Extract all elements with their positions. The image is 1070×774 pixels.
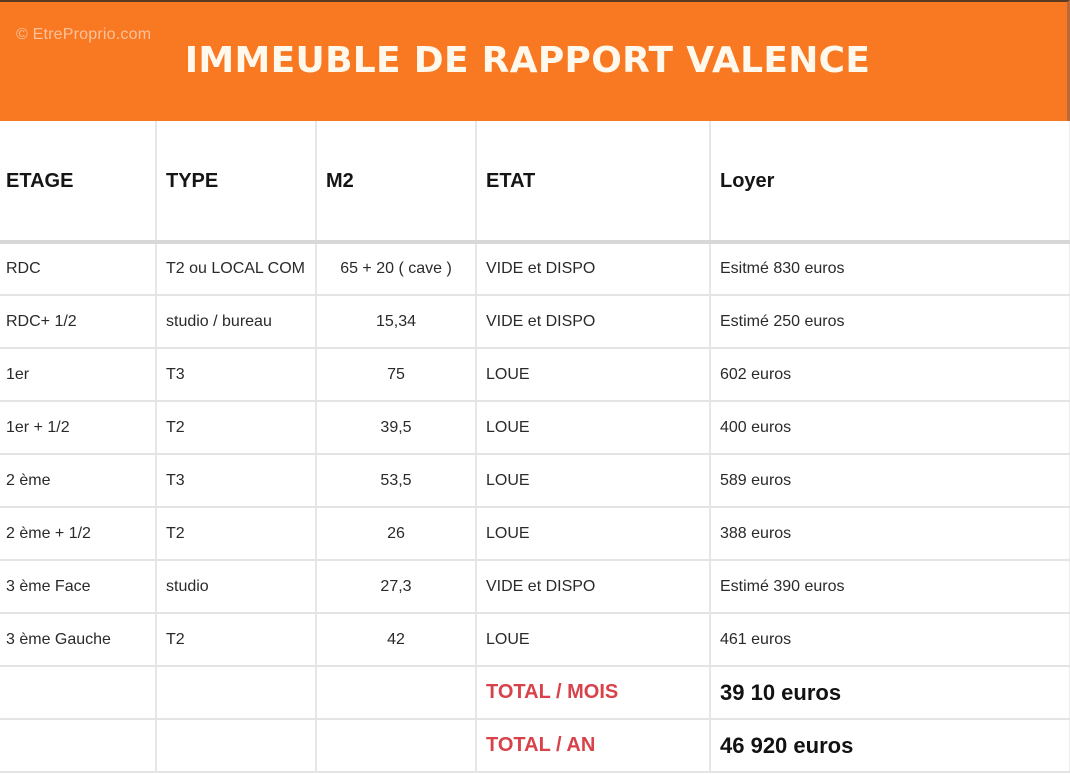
table-row bbox=[0, 242, 1070, 295]
column-header-etage: ETAGE bbox=[0, 121, 156, 242]
total-value: 39 10 euros bbox=[710, 666, 1070, 719]
table-header-row bbox=[0, 121, 1070, 242]
cell-type: T2 bbox=[156, 507, 316, 560]
cell-loyer: 461 euros bbox=[710, 613, 1070, 666]
cell-etat: VIDE et DISPO bbox=[476, 560, 710, 613]
cell-m2: 27,3 bbox=[316, 560, 476, 613]
cell-loyer: 400 euros bbox=[710, 401, 1070, 454]
cell-etat: LOUE bbox=[476, 613, 710, 666]
table-row bbox=[0, 295, 1070, 348]
total-value: 46 920 euros bbox=[710, 719, 1070, 772]
empty-cell bbox=[0, 719, 156, 772]
cell-type: T2 bbox=[156, 401, 316, 454]
cell-loyer: 602 euros bbox=[710, 348, 1070, 401]
cell-type: T2 bbox=[156, 613, 316, 666]
rent-table-container bbox=[0, 121, 1070, 774]
cell-etat: VIDE et DISPO bbox=[476, 295, 710, 348]
cell-type: studio bbox=[156, 560, 316, 613]
cell-etage: RDC+ 1/2 bbox=[0, 295, 156, 348]
table-row bbox=[0, 401, 1070, 454]
cell-etage: 2 ème bbox=[0, 454, 156, 507]
cell-loyer: 589 euros bbox=[710, 454, 1070, 507]
table-row bbox=[0, 613, 1070, 666]
column-header-m2: M2 bbox=[316, 121, 476, 242]
cell-etage: 3 ème Gauche bbox=[0, 613, 156, 666]
cell-type: T3 bbox=[156, 348, 316, 401]
cell-type: studio / bureau bbox=[156, 295, 316, 348]
cell-loyer: Esitmé 830 euros bbox=[710, 242, 1070, 295]
cell-etat: LOUE bbox=[476, 401, 710, 454]
cell-m2: 42 bbox=[316, 613, 476, 666]
cell-loyer: Estimé 250 euros bbox=[710, 295, 1070, 348]
cell-etage: 3 ème Face bbox=[0, 560, 156, 613]
column-header-type: TYPE bbox=[156, 121, 316, 242]
title-banner bbox=[0, 0, 1070, 121]
table-row bbox=[0, 348, 1070, 401]
cell-m2: 26 bbox=[316, 507, 476, 560]
cell-m2: 39,5 bbox=[316, 401, 476, 454]
cell-etage: 1er bbox=[0, 348, 156, 401]
column-header-loyer: Loyer bbox=[710, 121, 1070, 242]
table-row bbox=[0, 454, 1070, 507]
table-row bbox=[0, 560, 1070, 613]
column-header-etat: ETAT bbox=[476, 121, 710, 242]
cell-type: T2 ou LOCAL COM bbox=[156, 242, 316, 295]
cell-loyer: 388 euros bbox=[710, 507, 1070, 560]
cell-m2: 15,34 bbox=[316, 295, 476, 348]
total-row-month bbox=[0, 666, 1070, 719]
cell-etage: 2 ème + 1/2 bbox=[0, 507, 156, 560]
cell-loyer: Estimé 390 euros bbox=[710, 560, 1070, 613]
cell-m2: 75 bbox=[316, 348, 476, 401]
empty-cell bbox=[156, 719, 316, 772]
empty-cell bbox=[156, 666, 316, 719]
watermark: © EtreProprio.com bbox=[16, 26, 152, 43]
cell-etat: LOUE bbox=[476, 454, 710, 507]
cell-etage: RDC bbox=[0, 242, 156, 295]
empty-cell bbox=[0, 666, 156, 719]
page-title: IMMEUBLE DE RAPPORT VALENCE bbox=[184, 40, 871, 81]
empty-cell bbox=[316, 666, 476, 719]
table-row bbox=[0, 507, 1070, 560]
cell-m2: 53,5 bbox=[316, 454, 476, 507]
total-row-year bbox=[0, 719, 1070, 772]
cell-etage: 1er + 1/2 bbox=[0, 401, 156, 454]
cell-m2: 65 + 20 ( cave ) bbox=[316, 242, 476, 295]
cell-etat: LOUE bbox=[476, 507, 710, 560]
cell-etat: VIDE et DISPO bbox=[476, 242, 710, 295]
empty-cell bbox=[316, 719, 476, 772]
cell-etat: LOUE bbox=[476, 348, 710, 401]
total-label: TOTAL / MOIS bbox=[476, 666, 710, 719]
cell-type: T3 bbox=[156, 454, 316, 507]
total-label: TOTAL / AN bbox=[476, 719, 710, 772]
rent-table bbox=[0, 121, 1070, 773]
